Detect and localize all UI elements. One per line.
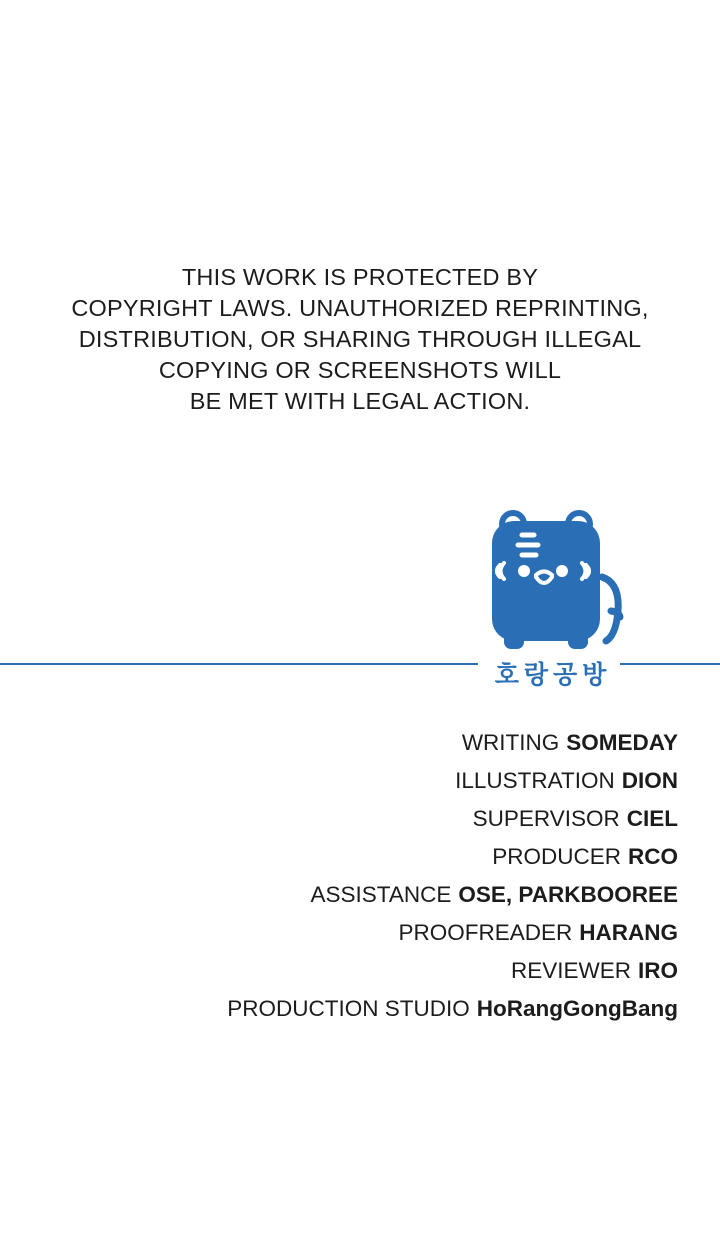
divider-left: [0, 663, 478, 665]
tiger-mascot-icon: [478, 505, 638, 680]
copyright-notice: [0, 262, 720, 417]
credit-row: [227, 914, 678, 952]
credit-row: [227, 724, 678, 762]
credit-name: HoRangGongBang: [476, 996, 678, 1021]
credit-row: [227, 876, 678, 914]
credit-role: ILLUSTRATION: [455, 768, 615, 793]
copyright-line: DISTRIBUTION, OR SHARING THROUGH ILLEGAL: [78, 326, 642, 352]
credit-role: PRODUCTION STUDIO: [227, 996, 470, 1021]
credit-role: REVIEWER: [510, 958, 631, 983]
credit-row: [227, 762, 678, 800]
credit-role: ASSISTANCE: [310, 882, 452, 907]
credit-role: SUPERVISOR: [472, 806, 620, 831]
credit-name: RCO: [628, 844, 678, 869]
credit-row: [227, 952, 678, 990]
brand-wordmark: 호랑공방: [494, 660, 612, 689]
credits-list: [227, 724, 678, 1028]
credit-role: PRODUCER: [492, 844, 621, 869]
credit-name: CIEL: [626, 806, 678, 831]
credit-row: [227, 800, 678, 838]
credit-role: WRITING: [461, 730, 560, 755]
credit-row: [227, 990, 678, 1028]
credit-name: DION: [621, 768, 678, 793]
credit-role: PROOFREADER: [398, 920, 573, 945]
copyright-line: THIS WORK IS PROTECTED BY: [181, 264, 539, 290]
copyright-line: COPYRIGHT LAWS. UNAUTHORIZED REPRINTING,: [71, 295, 649, 321]
copyright-line: COPYING OR SCREENSHOTS WILL: [158, 357, 562, 383]
credit-name: HARANG: [579, 920, 678, 945]
credit-row: [227, 838, 678, 876]
credit-name: IRO: [637, 958, 678, 983]
credit-name: OSE, PARKBOOREE: [458, 882, 678, 907]
copyright-line: BE MET WITH LEGAL ACTION.: [189, 388, 531, 414]
credit-name: SOMEDAY: [566, 730, 678, 755]
